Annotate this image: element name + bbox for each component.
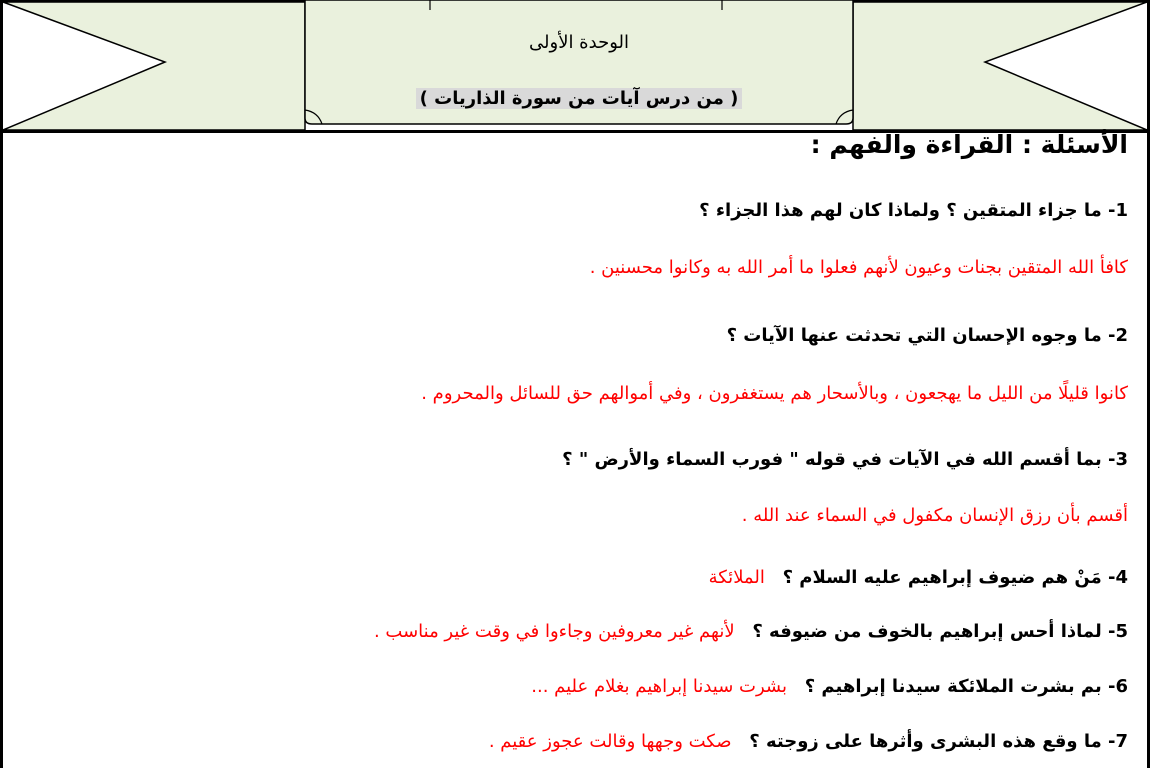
answer-2: كانوا قليلًا من الليل ما يهجعون ، وبالأسحار هم يستغفرون ، وفي أموالهم حق للسائل والمحروم . [421, 383, 1128, 404]
unit-title: الوحدة الأولى [529, 32, 629, 53]
item-5 [14, 620, 1128, 644]
question-7: 7- ما وقع هذه البشرى وأثرها على زوجته ؟ [749, 731, 1128, 752]
question-5: 5- لماذا أحس إبراهيم بالخوف من ضيوفه ؟ [752, 621, 1128, 642]
answer-1: كافأ الله المتقين بجنات وعيون لأنهم فعلوا ما أمر الله به وكانوا محسنين . [589, 257, 1128, 278]
section-heading: الأسئلة : القراءة والفهم : [810, 130, 1128, 159]
answer-4: الملائكة [708, 567, 765, 588]
header-ribbon [0, 0, 1150, 135]
question-2: 2- ما وجوه الإحسان التي تحدثت عنها الآيات ؟ [726, 325, 1128, 346]
answer-7: صكت وجهها وقالت عجوز عقيم . [488, 731, 732, 752]
item-7 [14, 730, 1128, 754]
question-4: 4- مَنْ هم ضيوف إبراهيم عليه السلام ؟ [782, 567, 1128, 588]
answer-6: بشرت سيدنا إبراهيم بغلام عليم ... [531, 676, 787, 697]
lesson-title: ( من درس آيات من سورة الذاريات ) [416, 88, 743, 109]
item-4 [14, 566, 1128, 590]
question-1: 1- ما جزاء المتقين ؟ ولماذا كان لهم هذا الجزاء ؟ [699, 200, 1128, 221]
answer-3: أقسم بأن رزق الإنسان مكفول في السماء عند الله . [741, 505, 1128, 526]
question-6: 6- بم بشرت الملائكة سيدنا إبراهيم ؟ [804, 676, 1128, 697]
ribbon-left-tail [3, 2, 305, 130]
question-3: 3- بما أقسم الله في الآيات في قوله " فورب السماء والأرض " ؟ [562, 449, 1128, 470]
answer-5: لأنهم غير معروفين وجاءوا في وقت غير مناسب . [373, 621, 735, 642]
ribbon-right-tail [853, 2, 1147, 130]
lesson-title-wrap [305, 88, 853, 109]
item-6 [14, 675, 1128, 699]
